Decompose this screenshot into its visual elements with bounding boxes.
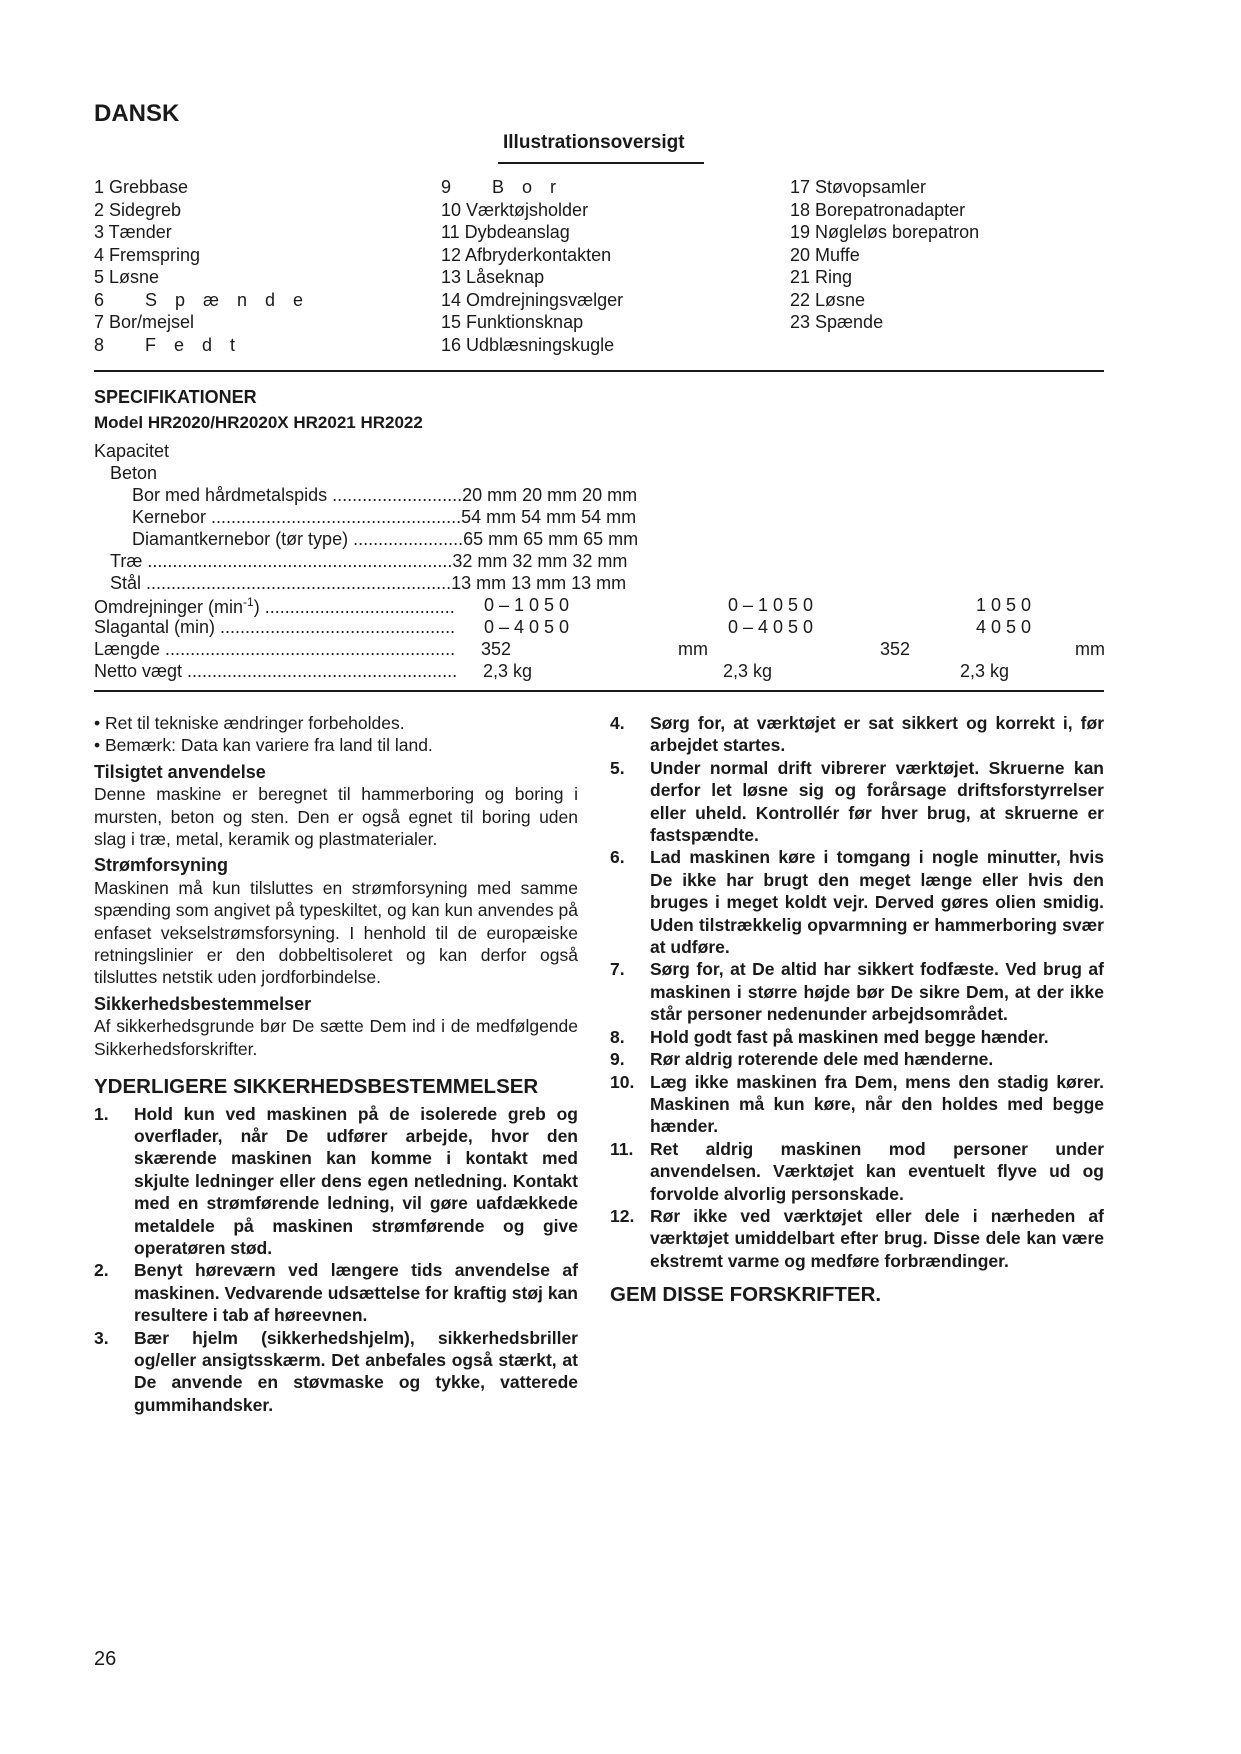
spec-label: Stål .............................................................: [110, 573, 452, 593]
illustration-title: Illustrationsoversigt: [503, 132, 685, 153]
spec-label-superscript: -1: [243, 595, 254, 609]
paragraph: Maskinen må kun tilsluttes en strømforsyning med samme spænding som angivet på typeskiltet, og kan kun anvendes på enfaset vekselstrømsforsyning. I henhold til de europæiske retningslinier er den dobbeltisoleret og kan derfor også tilsluttes netstik uden jordforbindelse.: [94, 877, 578, 988]
spec-value: 2,3 kg: [723, 661, 773, 681]
spec-value: 2,3 kg: [483, 661, 533, 681]
spec-value: 20 mm 20 mm 20 mm: [462, 485, 638, 505]
safety-item: 6. Lad maskinen køre i tomgang i nogle minutter, hvis De ikke har brugt den meget længe eller hvis den bruges i meget koldt vejr. Derved gøres olien smidig. Uden tilstrækkelig opvarmning er hammerboring svær at udføre.: [610, 847, 1104, 958]
spec-value: 0 – 4 0 5 0: [728, 617, 814, 637]
safety-item: 9. Rør aldrig roterende dele med hænderne.: [610, 1049, 994, 1070]
spec-value: 65 mm 65 mm 65 mm: [463, 529, 639, 549]
spec-row-trae: [110, 551, 627, 573]
list-item: 21 Ring: [790, 267, 853, 287]
spec-label: Diamantkernebor (tør type) ......................: [132, 529, 464, 549]
spec-heading: SPECIFIKATIONER: [94, 387, 257, 407]
list-item: 20 Muffe: [790, 244, 860, 265]
section-heading: YDERLIGERE SIKKERHEDSBESTEMMELSER: [94, 1075, 539, 1099]
safety-item: 8. Hold godt fast på maskinen med begge hænder.: [610, 1026, 1049, 1047]
safety-item: 10. Læg ikke maskinen fra Dem, mens den stadig kører. Maskinen må kun køre, når den holdes med begge hænder.: [610, 1071, 1104, 1137]
spec-value: 1 0 5 0: [976, 595, 1032, 615]
list-item: 19 Nøgleløs borepatron: [790, 222, 980, 242]
safety-item: 7. Sørg for, at De altid har sikkert fodfæste. Ved brug af maskinen i større højde bør De sikre Dem, at der ikke står personer nedenunder arbejdsområdet.: [610, 959, 1104, 1025]
safety-item: 1. Hold kun ved maskinen på de isolerede greb og overflader, når De udfører arbejde, hvor den skærende maskinen kan komme i kontakt med skjulte ledninger eller dens egen netledning. Kontakt med en strømførende ledning, vil gøre uafdækkede metaldele på maskinen strømførende og give operatøren stød.: [94, 1103, 578, 1258]
safety-item: 5. Under normal drift vibrerer værktøjet. Skruerne kan derfor let løsne sig og forårsage driftsforstyrrelser eller uheld. Kontrollér før hver brug, at skruerne er fastspændte.: [610, 757, 1104, 846]
spec-label: Omdrejninger (min: [94, 597, 244, 617]
list-item: 3 Tænder: [94, 222, 172, 242]
spec-value: 4 0 5 0: [976, 617, 1032, 637]
bullet-item: • Bemærk: Data kan variere fra land til land.: [94, 735, 433, 756]
spec-row-omdrejninger: [94, 595, 455, 617]
section-heading: Strømforsyning: [94, 855, 229, 876]
safety-item: 3. Bær hjelm (sikkerhedshjelm), sikkerhedsbriller og/eller ansigtsskærm. Det anbefales også stærkt, at De anvende en støvmaske og tykke, vatterede gummihandsker.: [94, 1327, 578, 1415]
list-item: 6 Spænde: [94, 289, 322, 310]
list-item: 14 Omdrejningsvælger: [441, 289, 624, 310]
list-item: 15 Funktionsknap: [441, 312, 584, 332]
left-column: [94, 712, 578, 1416]
spec-row-bor: [132, 485, 637, 507]
spec-value: 32 mm 32 mm 32 mm: [452, 551, 628, 571]
spec-row-slagantal: Slagantal (min) ...............................................: [94, 617, 456, 637]
spec-value: 0 – 1 0 5 0: [484, 595, 570, 615]
list-item: 9 Bor: [441, 177, 575, 197]
spec-unit: mm: [678, 639, 708, 659]
illustration-list-col2: [441, 176, 623, 356]
list-item: 17 Støvopsamler: [790, 177, 927, 197]
section-divider: [94, 370, 1104, 372]
list-item: 1 Grebbase: [94, 177, 189, 197]
spec-model: Model HR2020/HR2020X HR2021 HR2022: [94, 413, 423, 432]
spec-label: Bor med hårdmetalspids ..........................: [132, 485, 463, 505]
safety-item: 12. Rør ikke ved værktøjet eller dele i nærheden af værktøjet umiddelbart efter brug. Disse dele kan være ekstremt varme og medføre forbrændinger.: [610, 1205, 1104, 1271]
section-heading: Tilsigtet anvendelse: [94, 761, 266, 782]
spec-unit: mm: [1075, 639, 1105, 659]
section-heading: Sikkerhedsbestemmelser: [94, 993, 312, 1014]
spec-row-kernebor: [132, 507, 636, 529]
list-item: 7 Bor/mejsel: [94, 312, 195, 332]
spec-value: 0 – 4 0 5 0: [484, 617, 570, 637]
spec-value: 13 mm 13 mm 13 mm: [451, 573, 627, 593]
spec-value: 54 mm 54 mm 54 mm: [461, 507, 637, 527]
list-item: 12 Afbryderkontakten: [441, 244, 612, 265]
list-item: 8 Fedt: [94, 334, 254, 355]
spec-row-staal: [110, 573, 626, 595]
spec-value: 2,3 kg: [960, 661, 1010, 681]
list-item: 5 Løsne: [94, 267, 160, 287]
spec-value: 0 – 1 0 5 0: [728, 595, 814, 615]
spec-kapacitet: Kapacitet: [94, 441, 170, 461]
list-item: 4 Fremspring: [94, 244, 201, 265]
paragraph: Af sikkerhedsgrunde bør De sætte Dem ind i de medfølgende Sikkerhedsforskrifter.: [94, 1016, 578, 1059]
list-item: 10 Værktøjsholder: [441, 199, 589, 220]
spec-label-end: ) ......................................: [253, 597, 455, 617]
list-item: 2 Sidegreb: [94, 199, 182, 220]
spec-row-diamant: [132, 529, 638, 551]
save-instructions-heading: GEM DISSE FORSKRIFTER.: [610, 1283, 882, 1307]
list-item: 23 Spænde: [790, 312, 884, 332]
list-item: 11 Dybdeanslag: [441, 222, 570, 242]
illustration-list-col3: [790, 176, 979, 334]
right-column: [610, 712, 1104, 1307]
spec-row-netto: Netto vægt ......................................................: [94, 661, 458, 681]
language-heading: DANSK: [94, 100, 180, 127]
page-number: 26: [94, 1648, 117, 1670]
safety-item: 4. Sørg for, at værktøjet er sat sikkert og korrekt i, før arbejdet startes.: [610, 713, 1104, 756]
spec-row-laengde: Længde ..........................................................: [94, 639, 456, 659]
illustration-list-col1: [94, 176, 321, 356]
list-item: 22 Løsne: [790, 289, 866, 310]
list-item: 18 Borepatronadapter: [790, 199, 966, 220]
list-item: 13 Låseknap: [441, 267, 545, 287]
illustration-title-underline: [498, 162, 704, 164]
safety-item: 11. Ret aldrig maskinen mod personer under anvendelsen. Værktøjet kan eventuelt flyve ud og forvolde alvorlig personskade.: [610, 1138, 1104, 1204]
spec-value: 352: [481, 639, 512, 659]
section-divider: [94, 690, 1104, 692]
spec-value: 352: [880, 639, 911, 659]
list-item: 16 Udblæsningskugle: [441, 334, 615, 355]
paragraph: Denne maskine er beregnet til hammerboring og boring i mursten, beton og sten. Den er også egnet til boring uden slag i træ, metal, keramik og plastmaterialer.: [94, 784, 578, 850]
spec-label: Træ .............................................................: [110, 551, 453, 571]
spec-label: Kernebor ..................................................: [132, 507, 462, 527]
spec-beton: Beton: [110, 463, 158, 483]
safety-item: 2. Benyt høreværn ved længere tids anvendelse af maskinen. Vedvarende udsættelse for kraftig støj kan resultere i tab af høreevnen.: [94, 1260, 578, 1326]
bullet-item: • Ret til tekniske ændringer forbeholdes.: [94, 713, 405, 733]
